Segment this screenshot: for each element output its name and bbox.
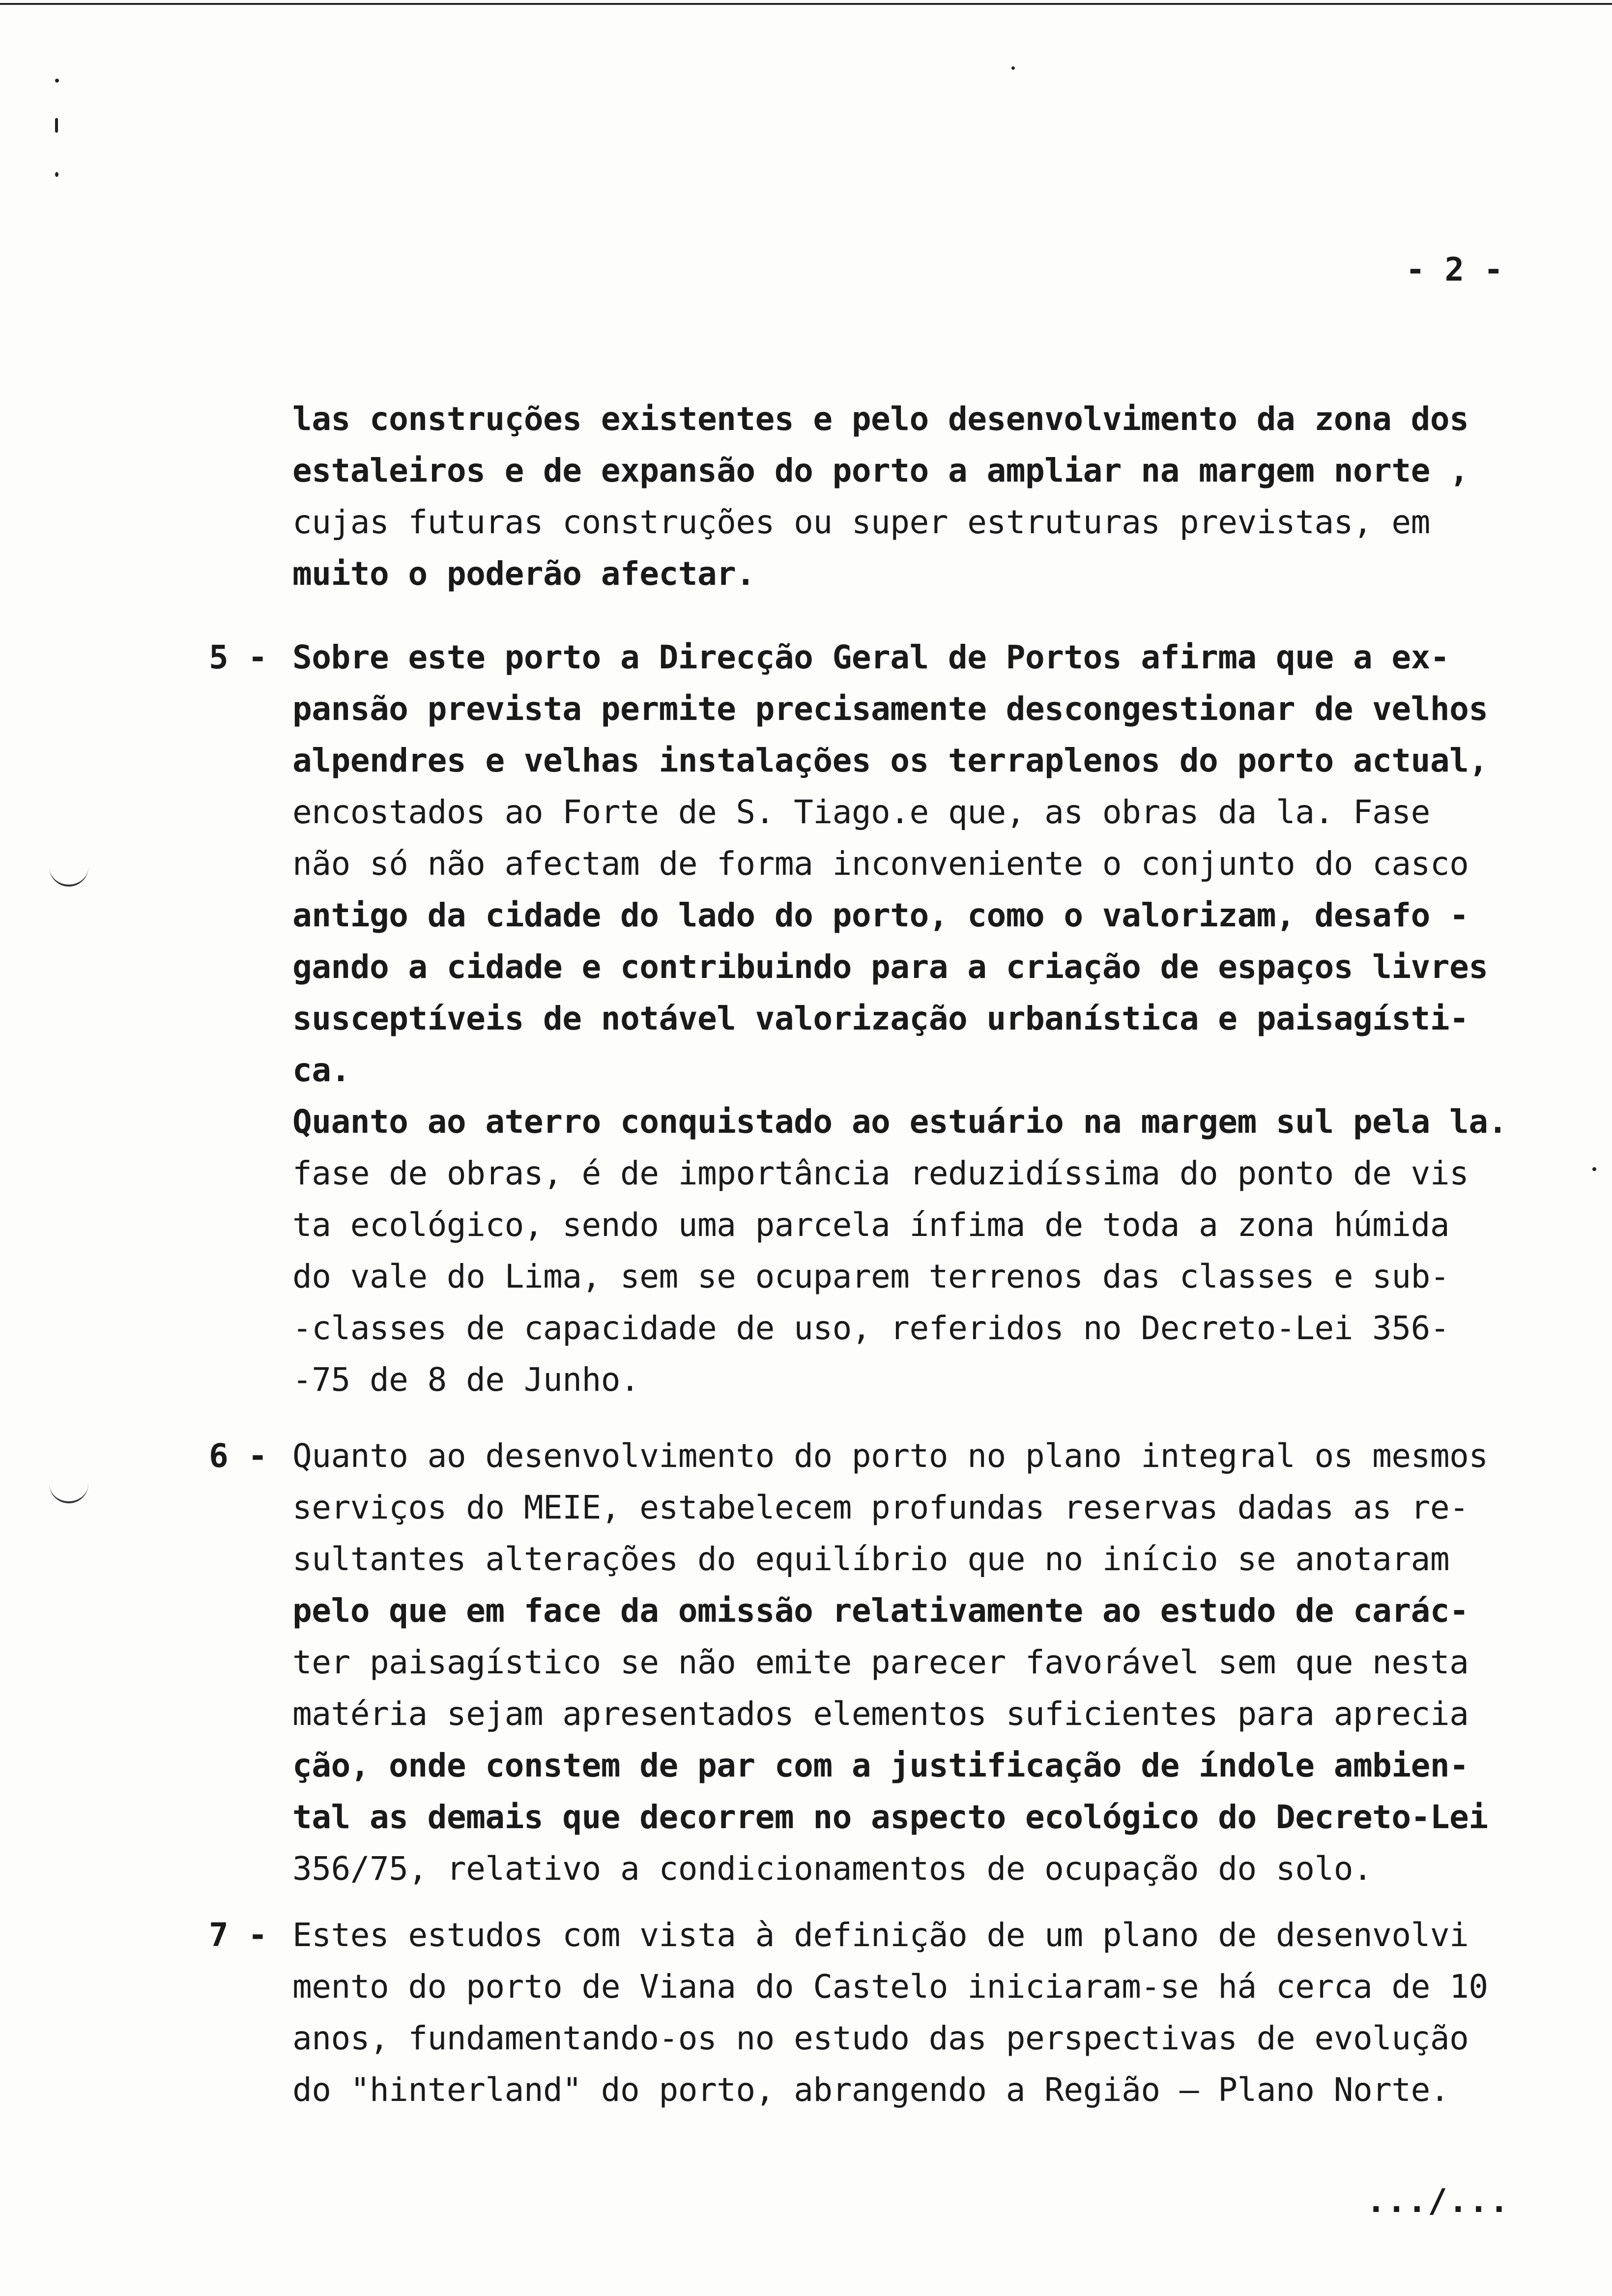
text-line: tal as demais que decorrem no aspecto ecológico do Decreto-Lei [292,1798,1488,1836]
text-line: Sobre este porto a Direcção Geral de Portos afirma que a ex- [292,638,1450,676]
text-line: pansão prevista permite precisamente descongestionar de velhos [292,690,1488,728]
continuation-mark: .../... [1366,2182,1510,2220]
text-line: não só não afectam de forma inconveniente o conjunto do casco [292,845,1469,883]
text-line: do "hinterland" do porto, abrangendo a Região — Plano Norte. [292,2071,1450,2109]
text-line: fase de obras, é de importância reduzidíssima do ponto de vis [292,1154,1469,1192]
text-line: alpendres e velhas instalações os terraplenos do porto actual, [292,742,1488,779]
item-5-paragraph-1 [292,631,1516,1096]
text-line: pelo que em face da omissão relativamente ao estudo de carác- [292,1592,1469,1630]
text-line: sultantes alterações do equilíbrio que no início se anotaram [292,1540,1450,1578]
text-line: 356/75, relativo a condicionamentos de ocupação do solo. [292,1850,1373,1888]
top-border [0,3,1612,5]
scan-dot [1592,1167,1596,1171]
text-line: -classes de capacidade de uso, referidos no Decreto-Lei 356- [292,1309,1450,1347]
text-line: mento do porto de Viana do Castelo iniciaram-se há cerca de 10 [292,1968,1488,2006]
item-number: 7 - [209,1916,268,1954]
scan-dot [55,118,58,133]
text-line: matéria sejam apresentados elementos suficientes para aprecia [292,1695,1469,1733]
text-line: las construções existentes e pelo desenvolvimento da zona dos [292,400,1469,438]
punch-hole-mark [49,1482,88,1503]
item-7-paragraph [292,1909,1516,2116]
text-line: ta ecológico, sendo uma parcela ínfima de toda a zona húmida [292,1206,1450,1244]
text-line: estaleiros e de expansão do porto a ampliar na margem norte , [292,452,1469,489]
text-line: do vale do Lima, sem se ocuparem terrenos das classes e sub- [292,1258,1450,1295]
text-line: anos, fundamentando-os no estudo das perspectivas de evolução [292,2019,1469,2057]
text-line: ter paisagístico se não emite parecer favorável sem que nesta [292,1643,1469,1681]
item-6-paragraph [292,1430,1516,1894]
text-line: serviços do MEIE, estabelecem profundas reservas dadas as re- [292,1489,1469,1526]
text-line: -75 de 8 de Junho. [292,1361,640,1399]
text-line: ção, onde constem de par com a justificação de índole ambien- [292,1747,1469,1784]
text-line: cujas futuras construções ou super estruturas previstas, em [292,503,1430,541]
item-number: 6 - [209,1437,268,1475]
intro-paragraph [292,393,1516,600]
text-line: susceptíveis de notável valorização urbanística e paisagísti- [292,1000,1469,1037]
text-line: ca. [292,1051,350,1089]
text-line: encostados ao Forte de S. Tiago.e que, as obras da la. Fase [292,793,1430,831]
text-line: antigo da cidade do lado do porto, como o valorizam, desafo - [292,896,1469,934]
text-line: Estes estudos com vista à definição de um plano de desenvolvi [292,1916,1469,1954]
scan-dot [55,172,58,177]
text-line: Quanto ao aterro conquistado ao estuário na margem sul pela la. [292,1103,1507,1141]
scan-dot [55,79,59,83]
text-line: Quanto ao desenvolvimento do porto no plano integral os mesmos [292,1437,1488,1475]
item-5-paragraph-2 [292,1096,1516,1406]
item-number: 5 - [209,638,268,676]
punch-hole-mark [49,865,88,887]
scan-dot [1011,66,1015,70]
text-line: muito o poderão afectar. [292,555,755,593]
page-number: - 2 - [1406,251,1503,288]
text-line: gando a cidade e contribuindo para a criação de espaços livres [292,948,1488,986]
